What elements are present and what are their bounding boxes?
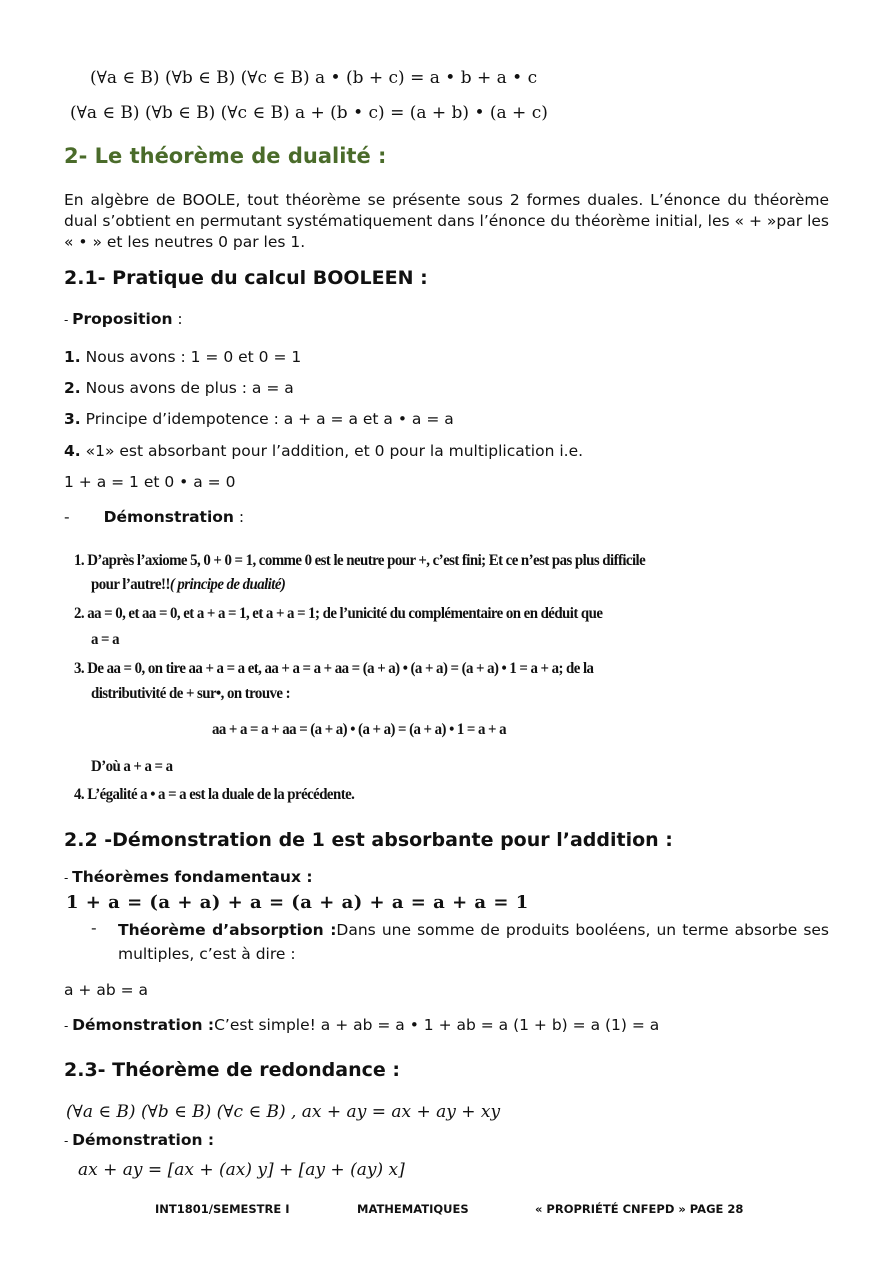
absorption-demonstration: - Démonstration :C’est simple! a + ab = a • 1 + ab = a (1 + b) = a (1) = a: [64, 1016, 660, 1034]
absorption-equation: 1 + a = (a + a) + a = (a + a) + a = a + a = 1: [66, 892, 529, 913]
distributivity-equation-2: (∀a ∈ B) (∀b ∈ B) (∀c ∈ B) a + (b • c) = (a + b) • (a + c): [70, 103, 548, 123]
distributivity-equation-1: (∀a ∈ B) (∀b ∈ B) (∀c ∈ B) a • (b + c) = a • b + a • c: [90, 68, 538, 88]
footer-page-info: « PROPRIÉTÉ CNFEPD » PAGE 28: [535, 1202, 744, 1216]
demonstration-heading: - Démonstration :: [64, 508, 245, 526]
footer-course-code: INT1801/SEMESTRE I: [155, 1202, 290, 1216]
proposition-item-4-continuation: 1 + a = 1 et 0 • a = 0: [64, 473, 236, 491]
redundancy-demonstration-equation: ax + ay = [ax + (ax) y] + [ay + (ay) x]: [78, 1160, 405, 1180]
demo-line-3d: D’où a + a = a: [91, 758, 173, 775]
demo-line-4: 4. L’égalité a • a = a est la duale de la précédente.: [74, 786, 355, 803]
demo-line-3: 3. De aa = 0, on tire aa + a = a et, aa + a = a + aa = (a + a) • (a + a) = (a + a) • 1 = a + a; de la: [74, 660, 594, 677]
section-2-2-title: 2.2 -Démonstration de 1 est absorbante pour l’addition :: [64, 829, 673, 851]
duality-paragraph: En algèbre de BOOLE, tout théorème se présente sous 2 formes duales. L’énonce du théorème dual s’obtient en permutant systématiquement dans l’énonce du théorème initial, les « + »par les « • » et les neutres 0 par les 1.: [64, 191, 829, 251]
proposition-item-2: 2. Nous avons de plus : a = a: [64, 379, 294, 397]
demo-line-3b: distributivité de + sur•, on trouve :: [91, 685, 291, 702]
redundancy-equation: (∀a ∈ B) (∀b ∈ B) (∀c ∈ B) , ax + ay = ax + ay + xy: [66, 1102, 501, 1122]
absorption-theorem: Théorème d’absorption :Dans une somme de produits booléens, un terme absorbe ses multiples, c’est à dire :: [118, 921, 830, 963]
demo-line-2b: a = a: [91, 631, 120, 648]
demo-line-2: 2. aa = 0, et aa = 0, et a + a = 1, et a + a = 1; de l’unicité du complémentaire on en déduit que: [74, 605, 603, 622]
section-2-title: 2- Le théorème de dualité :: [64, 144, 387, 168]
section-2-3-title: 2.3- Théorème de redondance :: [64, 1059, 400, 1081]
section-2-1-title: 2.1- Pratique du calcul BOOLEEN :: [64, 267, 428, 289]
proposition-item-3: 3. Principe d’idempotence : a + a = a et a • a = a: [64, 410, 454, 428]
fundamental-theorems-heading: - Théorèmes fondamentaux :: [64, 868, 313, 886]
proposition-item-4: 4. «1» est absorbant pour l’addition, et 0 pour la multiplication i.e.: [64, 442, 584, 460]
proposition-item-1: 1. Nous avons : 1 = 0 et 0 = 1: [64, 348, 302, 366]
absorption-formula: a + ab = a: [64, 981, 149, 999]
demo-line-1: 1. D’après l’axiome 5, 0 + 0 = 1, comme 0 est le neutre pour +, c’est fini; Et ce n’est pas plus difficile: [74, 552, 646, 569]
demo-line-3c: aa + a = a + aa = (a + a) • (a + a) = (a + a) • 1 = a + a: [212, 721, 507, 738]
redundancy-demonstration-heading: - Démonstration :: [64, 1131, 215, 1149]
demo-line-1b: pour l’autre!!( principe de dualité): [91, 576, 286, 593]
absorption-dash: -: [91, 919, 97, 937]
footer-subject: MATHEMATIQUES: [357, 1202, 469, 1216]
proposition-heading: - Proposition :: [64, 310, 183, 328]
